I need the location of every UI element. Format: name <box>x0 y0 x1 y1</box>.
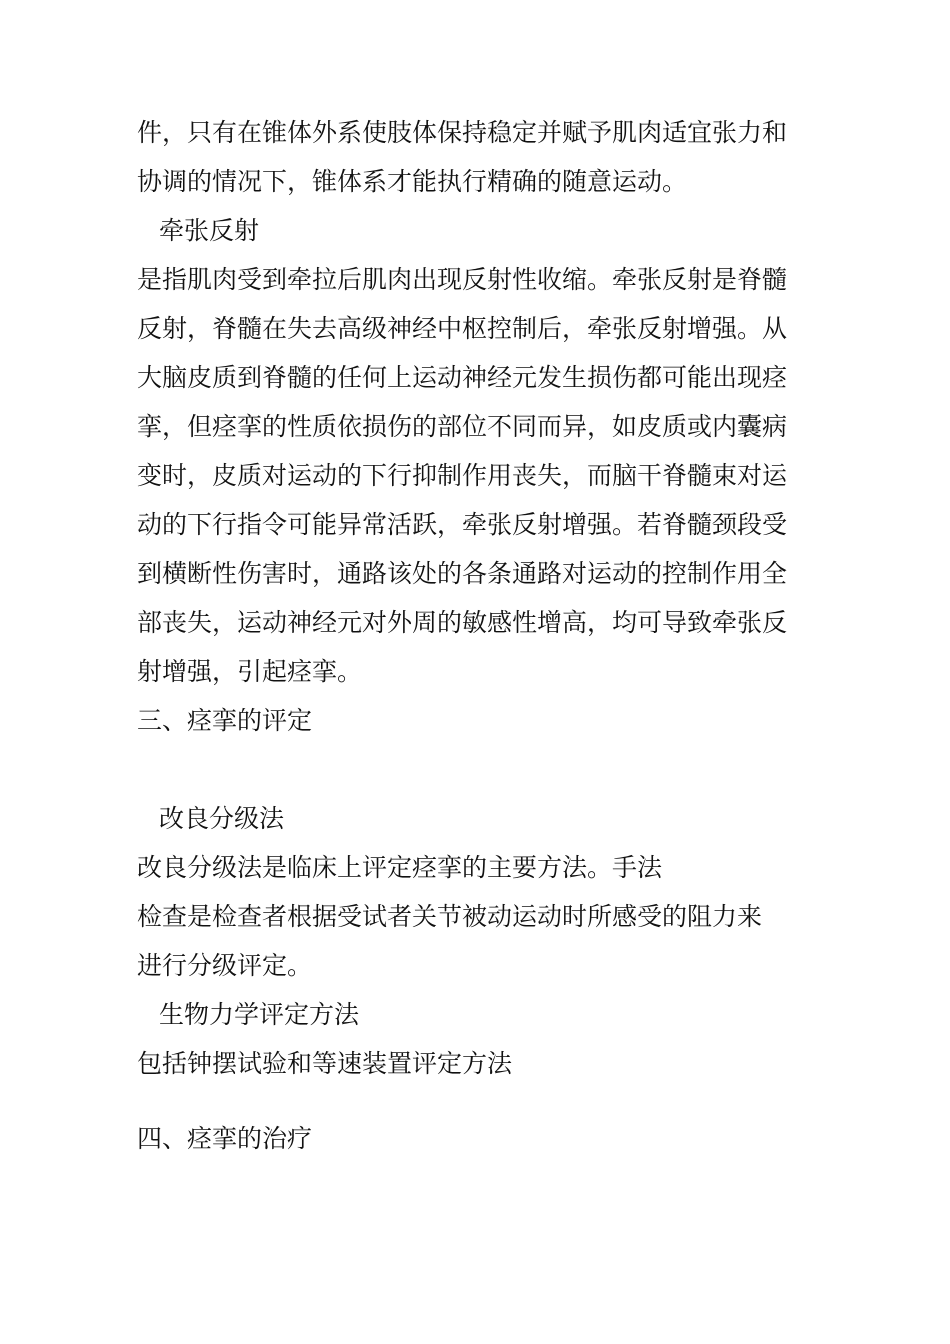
text-line: 是指肌肉受到牵拉后肌肉出现反射性收缩。牵张反射是脊髓 <box>137 265 788 294</box>
text-line: 到横断性伤害时，通路该处的各条通路对运动的控制作用全 <box>137 559 788 588</box>
document-page <box>137 108 817 1163</box>
text-line: 包括钟摆试验和等速装置评定方法 <box>137 1049 513 1078</box>
text-line: 协调的情况下，锥体系才能执行精确的随意运动。 <box>137 167 688 196</box>
paragraph-pyramidal-system <box>137 108 817 206</box>
text-line: 进行分级评定。 <box>137 951 313 980</box>
text-line: 反射，脊髓在失去高级神经中枢控制后，牵张反射增强。从 <box>137 314 788 343</box>
text-line: 部丧失，运动神经元对外周的敏感性增高，均可导致牵张反 <box>137 608 788 637</box>
text-line: 挛，但痉挛的性质依损伤的部位不同而异，如皮质或内囊病 <box>137 412 788 441</box>
subheading-modified-grading: 改良分级法 <box>159 804 285 833</box>
text-line: 动的下行指令可能异常活跃，牵张反射增强。若脊髓颈段受 <box>137 510 788 539</box>
text-line: 大脑皮质到脊髓的任何上运动神经元发生损伤都可能出现痉 <box>137 363 788 392</box>
section-heading-evaluation: 三、痉挛的评定 <box>137 706 313 735</box>
section-heading-treatment: 四、痉挛的治疗 <box>137 1124 313 1153</box>
text-line: 检查是检查者根据受试者关节被动运动时所感受的阻力来 <box>137 902 763 931</box>
paragraph-modified-grading <box>137 843 817 990</box>
text-line: 变时，皮质对运动的下行抑制作用丧失，而脑干脊髓束对运 <box>137 461 788 490</box>
text-line: 件，只有在锥体外系使肢体保持稳定并赋予肌肉适宜张力和 <box>137 118 788 147</box>
text-line: 改良分级法是临床上评定痉挛的主要方法。手法 <box>137 853 663 882</box>
subheading-stretch-reflex: 牵张反射 <box>159 216 260 245</box>
subheading-biomechanical: 生物力学评定方法 <box>159 1000 360 1029</box>
paragraph-stretch-reflex <box>137 255 817 696</box>
text-line: 射增强，引起痉挛。 <box>137 657 363 686</box>
paragraph-biomechanical <box>137 1039 817 1088</box>
